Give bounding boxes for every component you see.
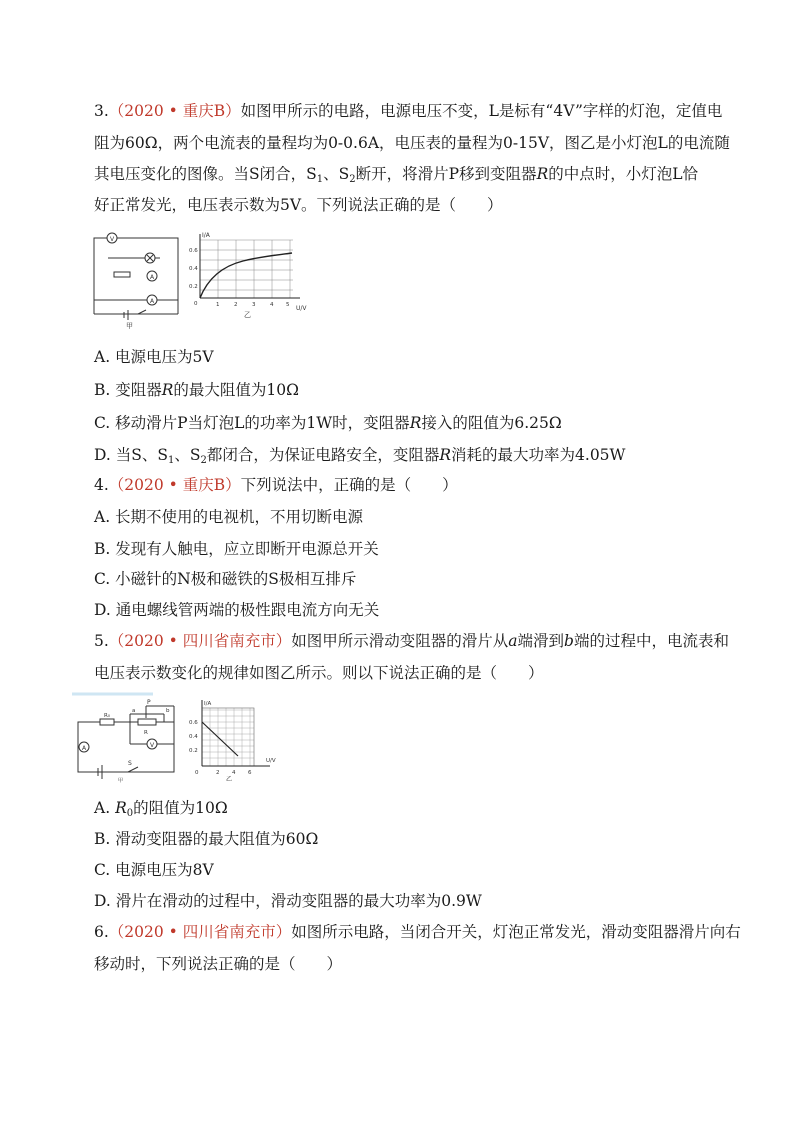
svg-text:V: V [150, 742, 155, 749]
q3-circuit-diagram [90, 232, 182, 330]
svg-text:0.2: 0.2 [189, 284, 198, 290]
q3-line-4: 好正常发光，电压表示数为5V。下列说法正确的是（ ） [94, 196, 503, 214]
svg-text:3: 3 [252, 302, 256, 308]
svg-text:1: 1 [216, 302, 220, 308]
q4-option-a: A. 长期不使用的电视机，不用切断电源 [94, 508, 364, 526]
svg-text:0: 0 [195, 770, 199, 776]
svg-text:U/V: U/V [266, 758, 276, 764]
q3-option-a: A. 电源电压为5V [94, 348, 214, 366]
q3-source: （2020 • 重庆B） [108, 102, 241, 120]
q5-iu-graph [188, 698, 282, 782]
svg-text:4: 4 [232, 770, 236, 776]
svg-text:甲: 甲 [126, 322, 133, 330]
svg-text:0.4: 0.4 [189, 734, 198, 740]
q6-line-2: 移动时，下列说法正确的是（ ） [94, 955, 343, 973]
svg-text:2: 2 [216, 770, 220, 776]
q4-option-b: B. 发现有人触电，应立即断开电源总开关 [94, 540, 379, 558]
q5-option-a: A. $R_0$的阻值为10Ω [94, 799, 228, 819]
svg-text:I/A: I/A [202, 232, 210, 239]
q5-option-d: D. 滑片在滑动的过程中，滑动变阻器的最大功率为0.9W [94, 892, 482, 910]
q3-line-1: 3.（2020 • 重庆B）如图甲所示的电路，电源电压不变，L是标有“4V”字样的灯泡，定值电 [94, 102, 723, 120]
q3-line-2: 阻为60Ω，两个电流表的量程均为0-0.6A，电压表的量程为0-15V，图乙是小灯泡L的电流随 [94, 134, 730, 152]
svg-text:R: R [144, 730, 148, 736]
svg-text:0.6: 0.6 [189, 248, 198, 254]
svg-text:P: P [147, 699, 151, 706]
q5-line-2: 电压表示数变化的规律如图乙所示。则以下说法正确的是（ ） [94, 664, 544, 682]
q3-iu-graph [188, 228, 318, 324]
svg-text:V: V [110, 236, 115, 243]
svg-text:S: S [128, 760, 132, 767]
svg-text:0.4: 0.4 [189, 266, 198, 272]
svg-text:4: 4 [270, 302, 274, 308]
svg-text:A: A [150, 298, 155, 305]
q6-line-1: 6.（2020 • 四川省南充市）如图所示电路，当闭合开关，灯泡正常发光，滑动变阻器滑片向右 [94, 923, 741, 941]
q4-option-c: C. 小磁针的N极和磁铁的S极相互排斥 [94, 570, 357, 588]
svg-text:5: 5 [286, 302, 290, 308]
svg-text:A: A [82, 745, 87, 752]
svg-text:I/A: I/A [204, 701, 212, 707]
q5-circuit-diagram [68, 692, 186, 784]
q5-line-1: 5.（2020 • 四川省南充市）如图甲所示滑动变阻器的滑片从a端滑到b端的过程中，电流表和 [94, 632, 729, 650]
q5-option-b: B. 滑动变阻器的最大阻值为60Ω [94, 830, 319, 848]
svg-text:0: 0 [194, 301, 198, 307]
svg-text:A: A [150, 274, 155, 281]
q3-option-c: C. 移动滑片P当灯泡L的功率为1W时，变阻器R接入的阻值为6.25Ω [94, 414, 562, 432]
svg-text:甲: 甲 [118, 778, 124, 784]
q3-line-3: 其电压变化的图像。当S闭合，$S_1$、$S_2$断开，将滑片P移到变阻器R的中点时，小灯泡L恰 [94, 165, 699, 185]
q3-option-d: D. 当S、$S_1$、$S_2$都闭合，为保证电路安全，变阻器R消耗的最大功率为4.05W [94, 446, 626, 466]
q4-option-d: D. 通电螺线管两端的极性跟电流方向无关 [94, 601, 380, 619]
svg-text:U/V: U/V [296, 305, 307, 312]
svg-text:乙: 乙 [226, 776, 233, 783]
svg-text:R₀: R₀ [104, 713, 111, 719]
svg-text:b: b [166, 708, 170, 714]
svg-text:乙: 乙 [244, 311, 251, 319]
svg-text:0.2: 0.2 [189, 748, 198, 754]
q5-option-c: C. 电源电压为8V [94, 861, 214, 879]
svg-text:0.6: 0.6 [189, 720, 198, 726]
q3-number: 3. [94, 102, 109, 120]
svg-text:6: 6 [248, 770, 252, 776]
svg-text:a: a [132, 708, 136, 714]
q4-stem: 4.（2020 • 重庆B）下列说法中，正确的是（ ） [94, 476, 458, 494]
svg-text:2: 2 [234, 302, 238, 308]
q3-option-b: B. 变阻器R的最大阻值为10Ω [94, 381, 299, 399]
